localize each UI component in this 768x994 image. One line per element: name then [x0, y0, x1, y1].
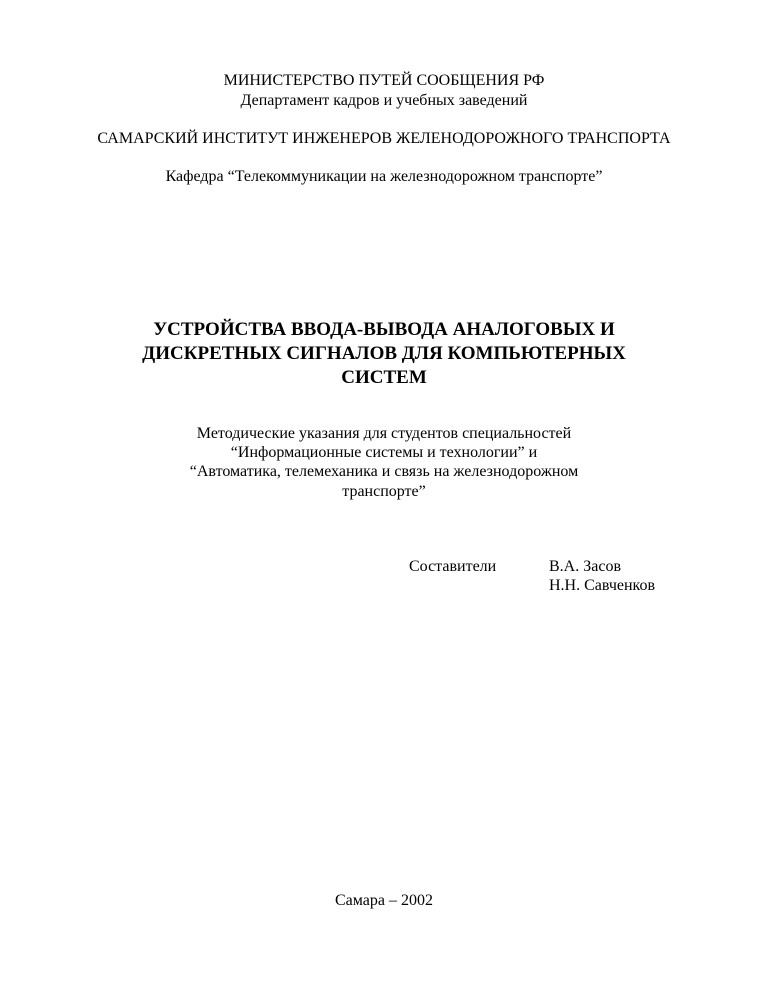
subtitle-line: “Автоматика, телемеханика и связь на железнодорожном [189, 463, 579, 480]
title-line: ДИСКРЕТНЫХ СИГНАЛОВ ДЛЯ КОМПЬЮТЕРНЫХ [142, 343, 626, 364]
author-name: Н.Н. Савченков [549, 577, 656, 594]
subtitle-line: “Информационные системы и технологии” и [230, 444, 538, 461]
institute-name: САМАРСКИЙ ИНСТИТУТ ИНЖЕНЕРОВ ЖЕЛЕНОДОРОЖНОГО ТРАНСПОРТА [97, 130, 671, 147]
title-line: УСТРОЙСТВА ВВОДА-ВЫВОДА АНАЛОГОВЫХ И [153, 319, 615, 340]
subtitle-line: Методические указания для студентов специальностей [196, 425, 572, 442]
ministry-name: МИНИСТЕРСТВО ПУТЕЙ СООБЩЕНИЯ РФ [223, 72, 545, 89]
place-and-year: Самара – 2002 [335, 892, 433, 909]
compilers-label: Составители [409, 558, 497, 575]
author-name: В.А. Засов [549, 558, 621, 575]
subtitle-line: транспорте” [342, 483, 426, 500]
department-name: Департамент кадров и учебных заведений [240, 92, 528, 109]
title-line: СИСТЕМ [341, 367, 427, 388]
chair-name: Кафедра “Телекоммуникации на железнодорожном транспорте” [165, 168, 603, 185]
